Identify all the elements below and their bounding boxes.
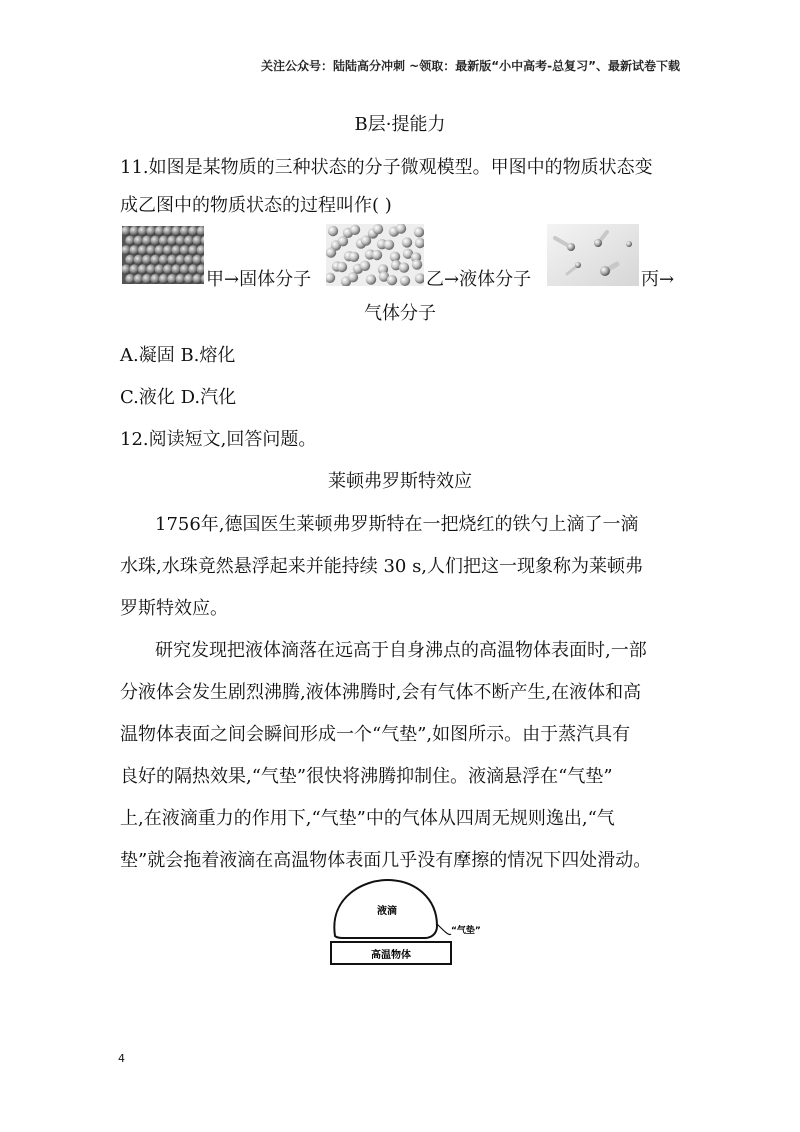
liquid-molecule <box>414 227 424 237</box>
section-title: B层·提能力 <box>354 114 446 135</box>
surface-label: 高温物体 <box>371 950 411 961</box>
paragraph2-line4: 良好的隔热效果,“气垫”很快将沸腾抑制住。液滴悬浮在“气垫” <box>120 766 613 787</box>
gas-molecules-image <box>547 224 639 286</box>
liquid-molecule <box>412 259 422 269</box>
cushion-label: “气垫” <box>451 926 481 936</box>
liquid-molecule <box>348 272 358 282</box>
paragraph2-line5: 上,在液滴重力的作用下,“气垫”中的气体从四周无规则逸出,“气 <box>120 808 615 829</box>
liquid-molecule <box>399 262 409 272</box>
liquid-molecule <box>373 224 383 234</box>
liquid-molecule <box>337 262 347 272</box>
q11-text-line1: 11.如图是某物质的三种状态的分子微观模型。甲图中的物质状态变 <box>120 157 653 178</box>
q12-intro: 12.阅读短文,回答问题。 <box>120 429 317 450</box>
page-header: 关注公众号：陆陆高分冲刺 ~领取：最新版“小中高考-总复习”、最新试卷下载 <box>261 59 680 73</box>
liquid-molecule <box>361 235 371 245</box>
liquid-molecule <box>372 250 382 260</box>
caption-solid: 甲→固体分子 <box>206 269 312 290</box>
paragraph1-line1: 1756年,德国医生莱顿弗罗斯特在一把烧红的铁勺上滴了一滴 <box>155 514 639 535</box>
paragraph1-line2: 水珠,水珠竟然悬浮起来并能持续 30 s,人们把这一现象称为莱顿弗 <box>120 556 644 577</box>
liquid-molecule <box>402 237 412 247</box>
liquid-molecule <box>400 276 410 286</box>
liquid-molecule <box>387 275 397 285</box>
article-title: 莱顿弗罗斯特效应 <box>328 471 472 492</box>
solid-molecules-image <box>122 226 204 284</box>
caption-gas: 气体分子 <box>364 303 436 324</box>
droplet-label: 液滴 <box>377 906 397 917</box>
page-number: 4 <box>118 1052 125 1065</box>
liquid-molecule <box>384 240 394 250</box>
liquid-molecules-image <box>326 224 424 286</box>
q11-options-row1: A.凝固 B.熔化 <box>120 345 236 366</box>
liquid-molecule <box>328 226 338 236</box>
leidenfrost-diagram <box>325 876 485 972</box>
cushion-pointer <box>437 924 451 935</box>
liquid-molecule <box>349 252 359 262</box>
q11-text-line2: 成乙图中的物质状态的过程叫作( ) <box>120 195 392 216</box>
liquid-molecule <box>350 225 360 235</box>
liquid-molecule <box>366 274 376 284</box>
paragraph2-line6: 垫”就会拖着液滴在高温物体表面几乎没有摩擦的情况下四处滑动。 <box>120 850 652 871</box>
paragraph2-line1: 研究发现把液体滴落在远高于自身沸点的高温物体表面时,一部 <box>155 640 647 661</box>
paragraph1-line3: 罗斯特效应。 <box>120 598 228 619</box>
caption-liquid: 乙→液体分子 <box>426 269 532 290</box>
liquid-molecule <box>360 261 370 271</box>
q11-options-row2: C.液化 D.汽化 <box>120 387 237 408</box>
caption-gas-prefix: 丙→ <box>641 269 675 290</box>
paragraph2-line2: 分液体会发生剧烈沸腾,液体沸腾时,会有气体不断产生,在液体和高 <box>120 682 642 703</box>
paragraph2-line3: 温物体表面之间会瞬间形成一个“气垫”,如图所示。由于蒸汽具有 <box>120 724 631 745</box>
liquid-molecule <box>338 236 348 246</box>
liquid-molecule <box>326 247 336 257</box>
